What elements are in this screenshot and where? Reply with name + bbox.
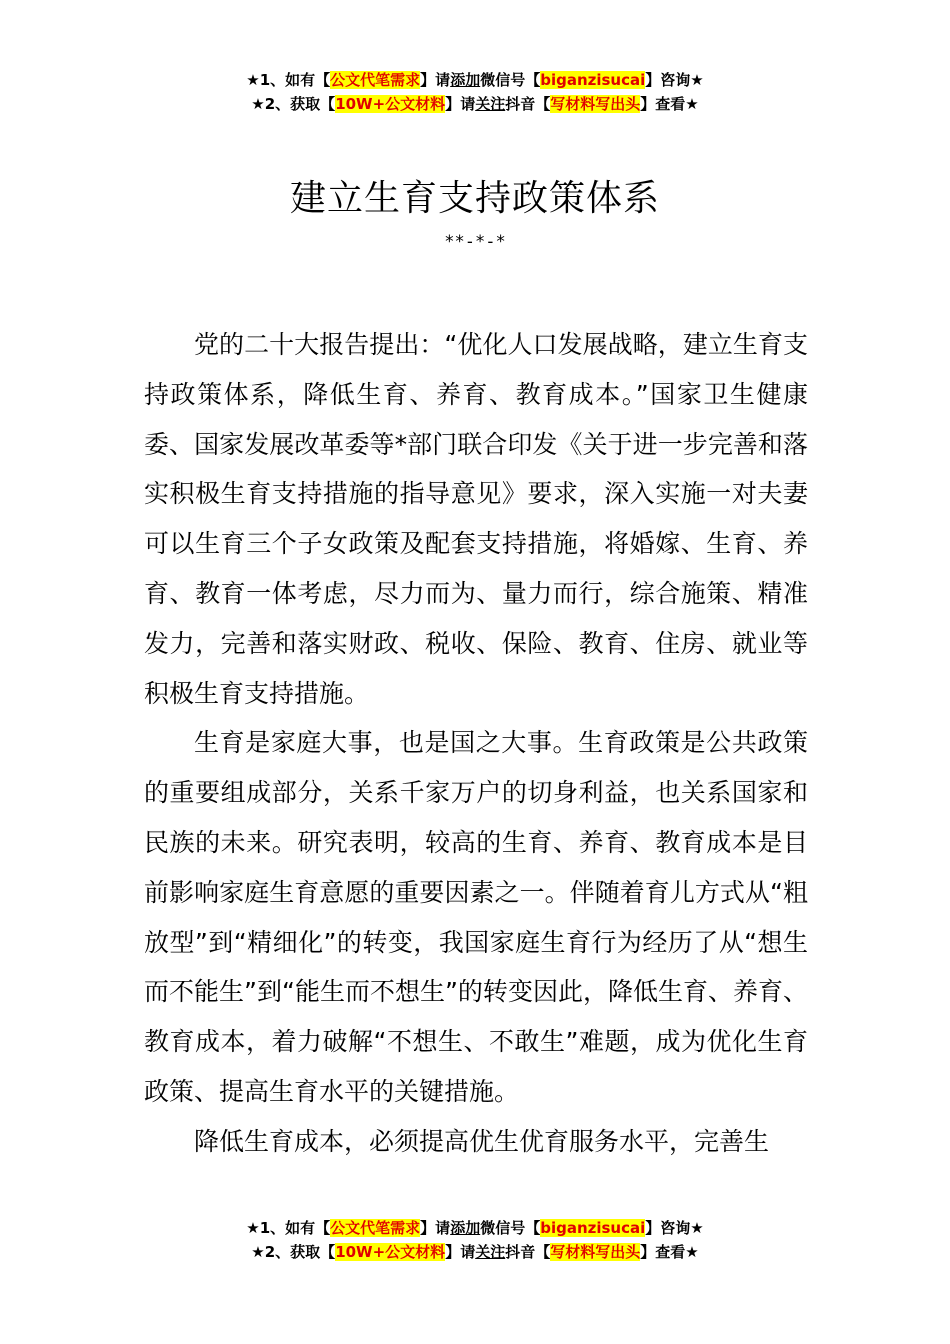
banner-line-1: ★1、如有【公文代笔需求】请添加微信号【biganzisucai】咨询★: [246, 1219, 704, 1237]
paragraph: 党的二十大报告提出：“优化人口发展战略，建立生育支持政策体系，降低生育、养育、教育成本。”国家卫生健康委、国家发展改革委等*部门联合印发《关于进一步完善和落实积极生育支持措施的指导意见》要求，深入实施一对夫妻可以生育三个子女政策及配套支持措施，将婚嫁、生育、养育、教育一体考虑，尽力而为、量力而行，综合施策、精准发力，完善和落实财政、税收、保险、教育、住房、就业等积极生育支持措施。: [144, 330, 808, 708]
highlight-materials: 10W+公文材料: [335, 1243, 446, 1261]
document-body: [144, 320, 808, 1167]
highlight-writing-service: 公文代笔需求: [330, 71, 421, 89]
highlight-douyin-account: 写材料写出头: [550, 1243, 641, 1261]
highlight-douyin-account: 写材料写出头: [550, 95, 641, 113]
highlight-writing-service: 公文代笔需求: [330, 1219, 421, 1237]
header-banner: [0, 68, 950, 116]
highlight-wechat-id: biganzisucai: [540, 71, 646, 89]
banner-line-2: ★2、获取【10W+公文材料】请关注抖音【写材料写出头】查看★: [251, 95, 699, 113]
document-author: **-*-*: [444, 232, 506, 252]
highlight-materials: 10W+公文材料: [335, 95, 446, 113]
footer-banner: [0, 1216, 950, 1264]
banner-line-1: ★1、如有【公文代笔需求】请添加微信号【biganzisucai】咨询★: [246, 71, 704, 89]
paragraph: 生育是家庭大事，也是国之大事。生育政策是公共政策的重要组成部分，关系千家万户的切身利益，也关系国家和民族的未来。研究表明，较高的生育、养育、教育成本是目前影响家庭生育意愿的重要因素之一。伴随着育儿方式从“粗放型”到“精细化”的转变，我国家庭生育行为经历了从“想生而不能生”到“能生而不想生”的转变因此，降低生育、养育、教育成本，着力破解“不想生、不敢生”难题，成为优化生育政策、提高生育水平的关键措施。: [144, 728, 808, 1106]
highlight-wechat-id: biganzisucai: [540, 1219, 646, 1237]
document-title: 建立生育支持政策体系: [289, 178, 660, 219]
paragraph: 降低生育成本，必须提高优生优育服务水平，完善生: [194, 1126, 770, 1156]
banner-line-2: ★2、获取【10W+公文材料】请关注抖音【写材料写出头】查看★: [251, 1243, 699, 1261]
